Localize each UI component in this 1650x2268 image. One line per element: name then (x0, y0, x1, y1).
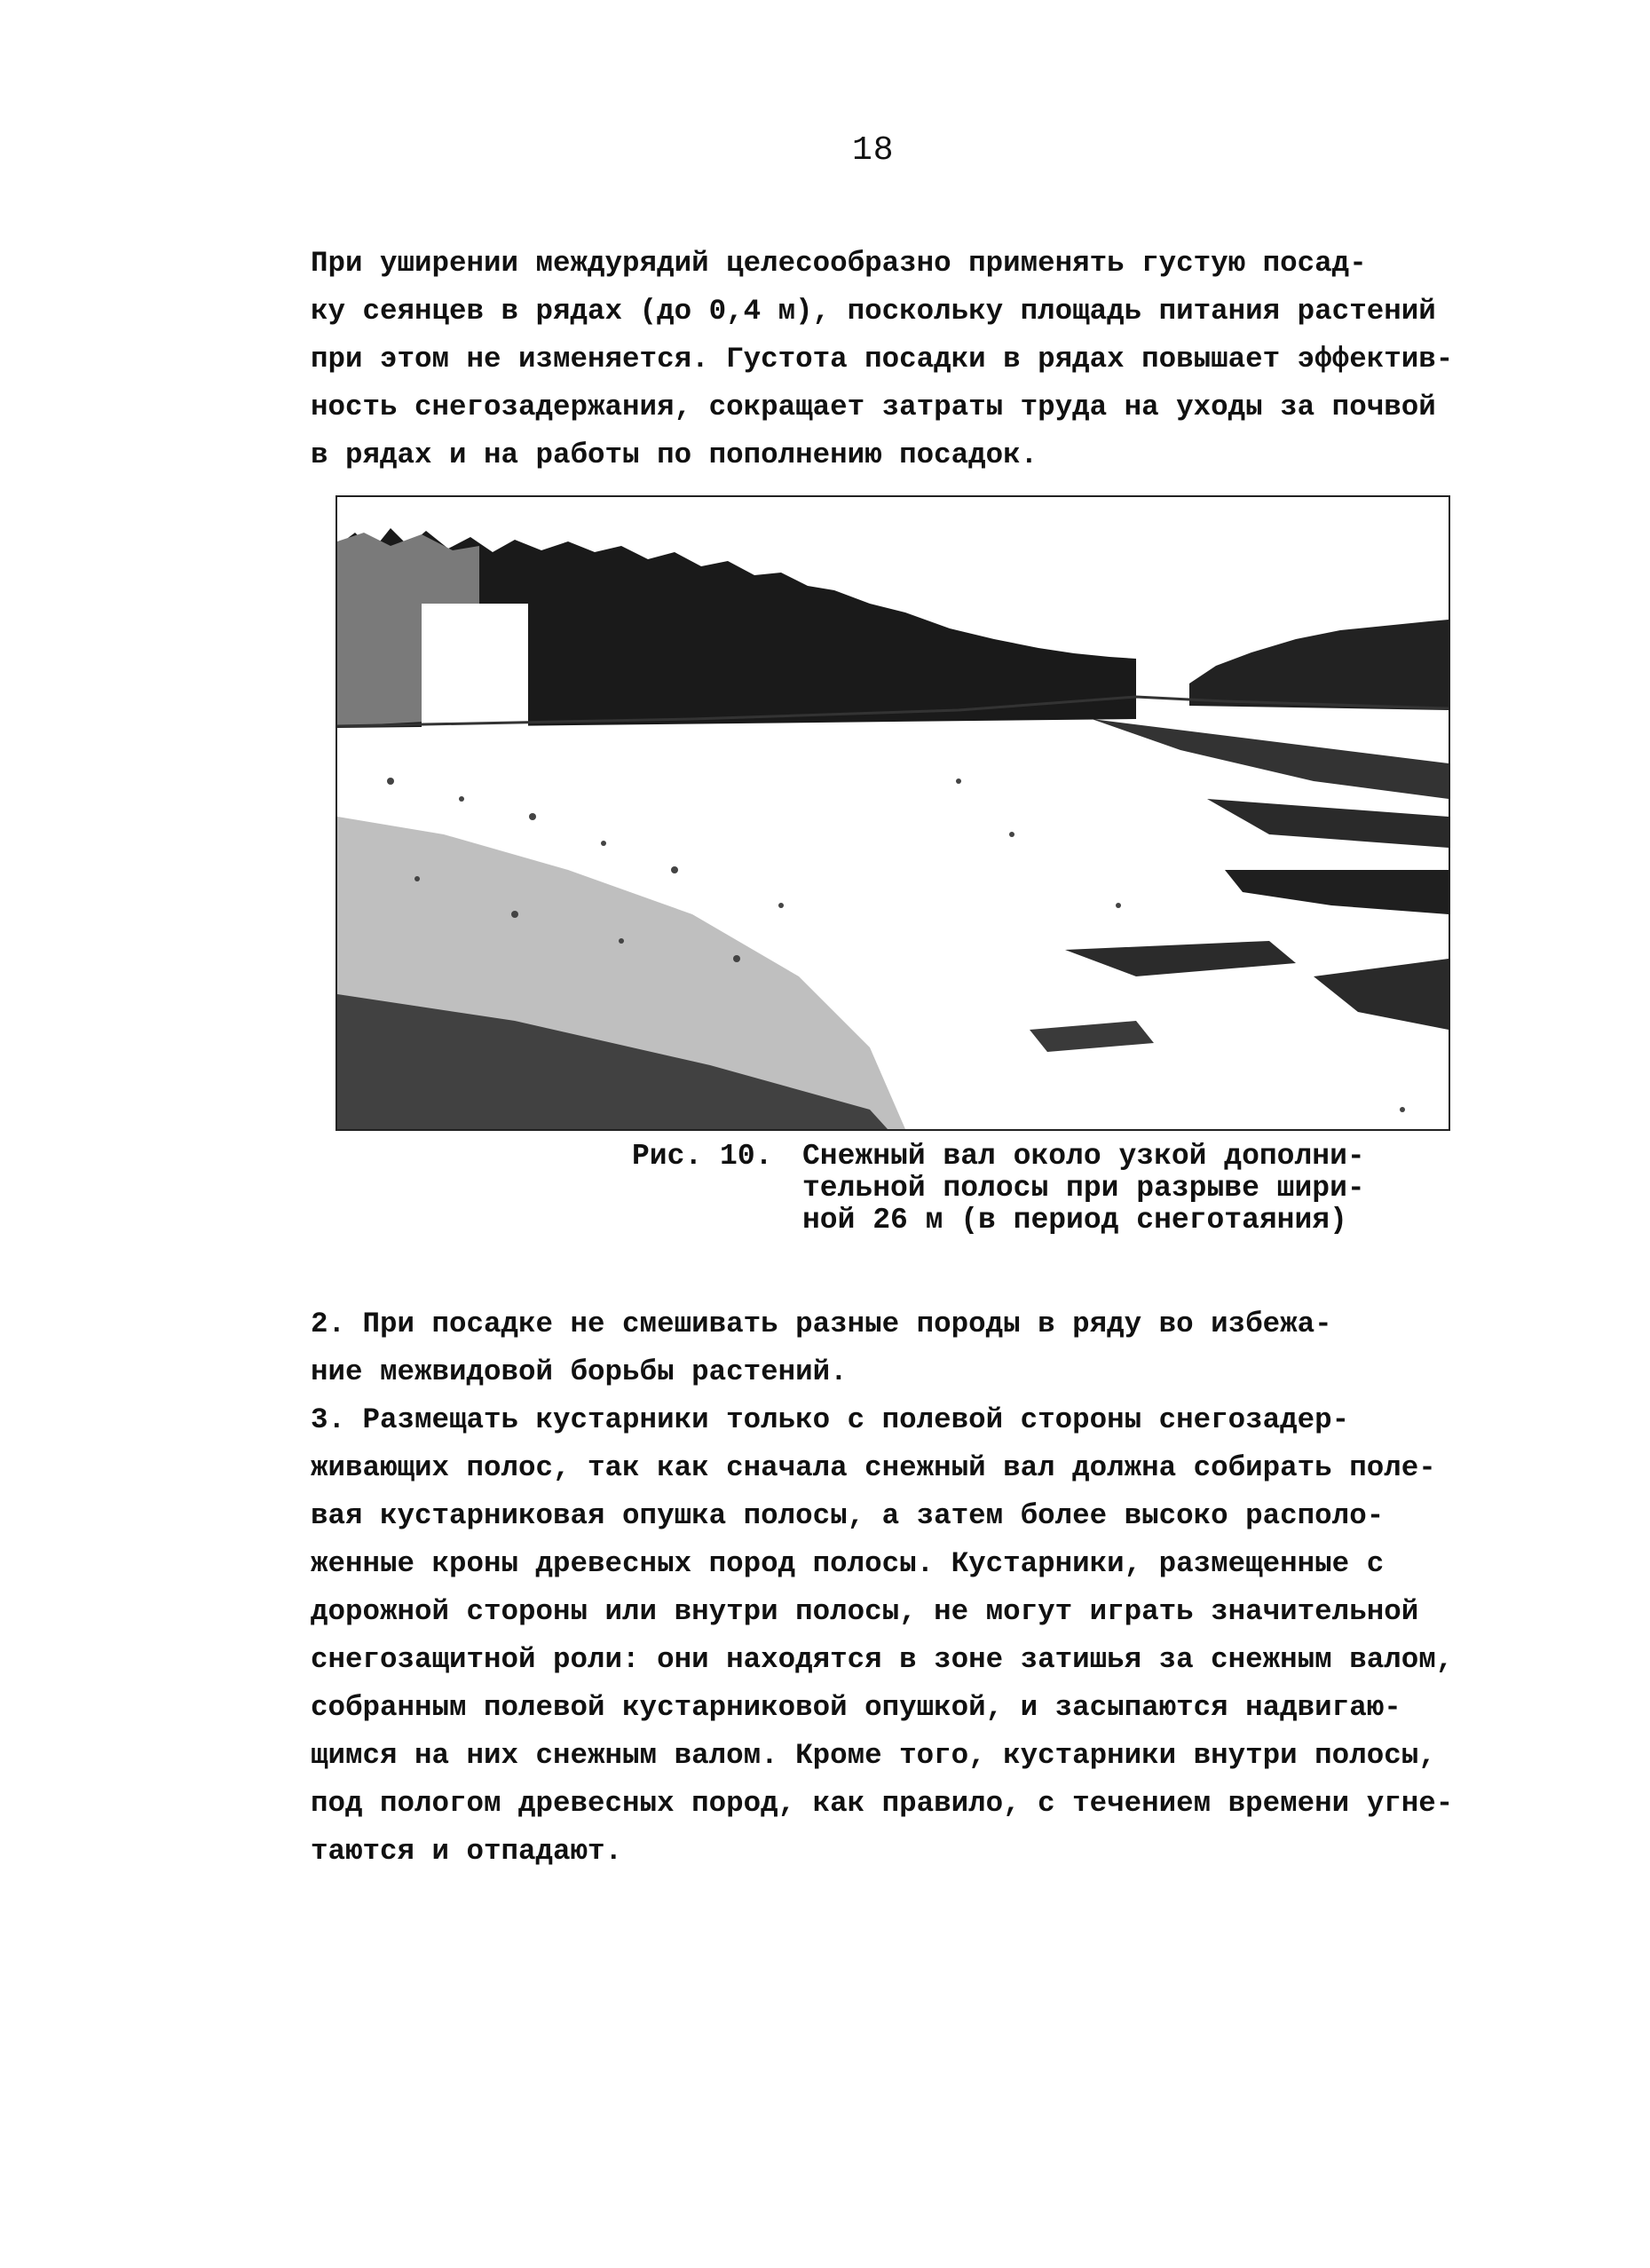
text-line: ность снегозадержания, сокращает затраты труда на уходы за почвой (311, 391, 1436, 423)
caption-line: тельной полосы при разрыве шири- (802, 1172, 1365, 1205)
caption-line: Снежный вал около узкой дополни- (802, 1140, 1365, 1173)
text-line: 2. При посадке не смешивать разные породы в ряду во избежа- (311, 1308, 1332, 1340)
caption-line: ной 26 м (в период снеготаяния) (802, 1204, 1347, 1237)
photo-snow-field (337, 497, 1449, 1129)
text-line: собранным полевой кустарниковой опушкой, и засыпаются надвигаю- (311, 1691, 1401, 1724)
text-line: женные кроны древесных пород полосы. Кустарники, размещенные с (311, 1547, 1385, 1580)
text-line: живающих полос, так как сначала снежный вал должна собирать поле- (311, 1451, 1436, 1484)
text-line: ние межвидовой борьбы растений. (311, 1355, 848, 1388)
text-line: щимся на них снежным валом. Кроме того, кустарники внутри полосы, (311, 1739, 1436, 1772)
paragraph-intro (311, 240, 1453, 479)
text-line: 3. Размещать кустарники только с полевой стороны снегозадер- (311, 1403, 1350, 1436)
text-line: таются и отпадают. (311, 1835, 623, 1868)
figure-label: Рис. 10. (632, 1140, 773, 1173)
text-line: снегозащитной роли: они находятся в зоне затишья за снежным валом, (311, 1643, 1454, 1676)
text-line: дорожной стороны или внутри полосы, не могут играть значительной (311, 1595, 1419, 1628)
text-line: ку сеянцев в рядах (до 0,4 м), поскольку площадь питания растений (311, 295, 1436, 328)
page-number: 18 (852, 131, 895, 170)
figure-photo-snow-bank (336, 495, 1450, 1131)
text-line: при этом не изменяется. Густота посадки в рядах повышает эффектив- (311, 343, 1454, 375)
text-line: в рядах и на работы по пополнению посадок. (311, 439, 1038, 471)
text-line: вая кустарниковая опушка полосы, а затем более высоко располо- (311, 1499, 1385, 1532)
paragraph-recommendations (311, 1300, 1453, 1876)
text-line: При уширении междурядий целесообразно применять густую посад- (311, 247, 1367, 280)
text-line: под пологом древесных пород, как правило, с течением времени угне- (311, 1787, 1454, 1820)
